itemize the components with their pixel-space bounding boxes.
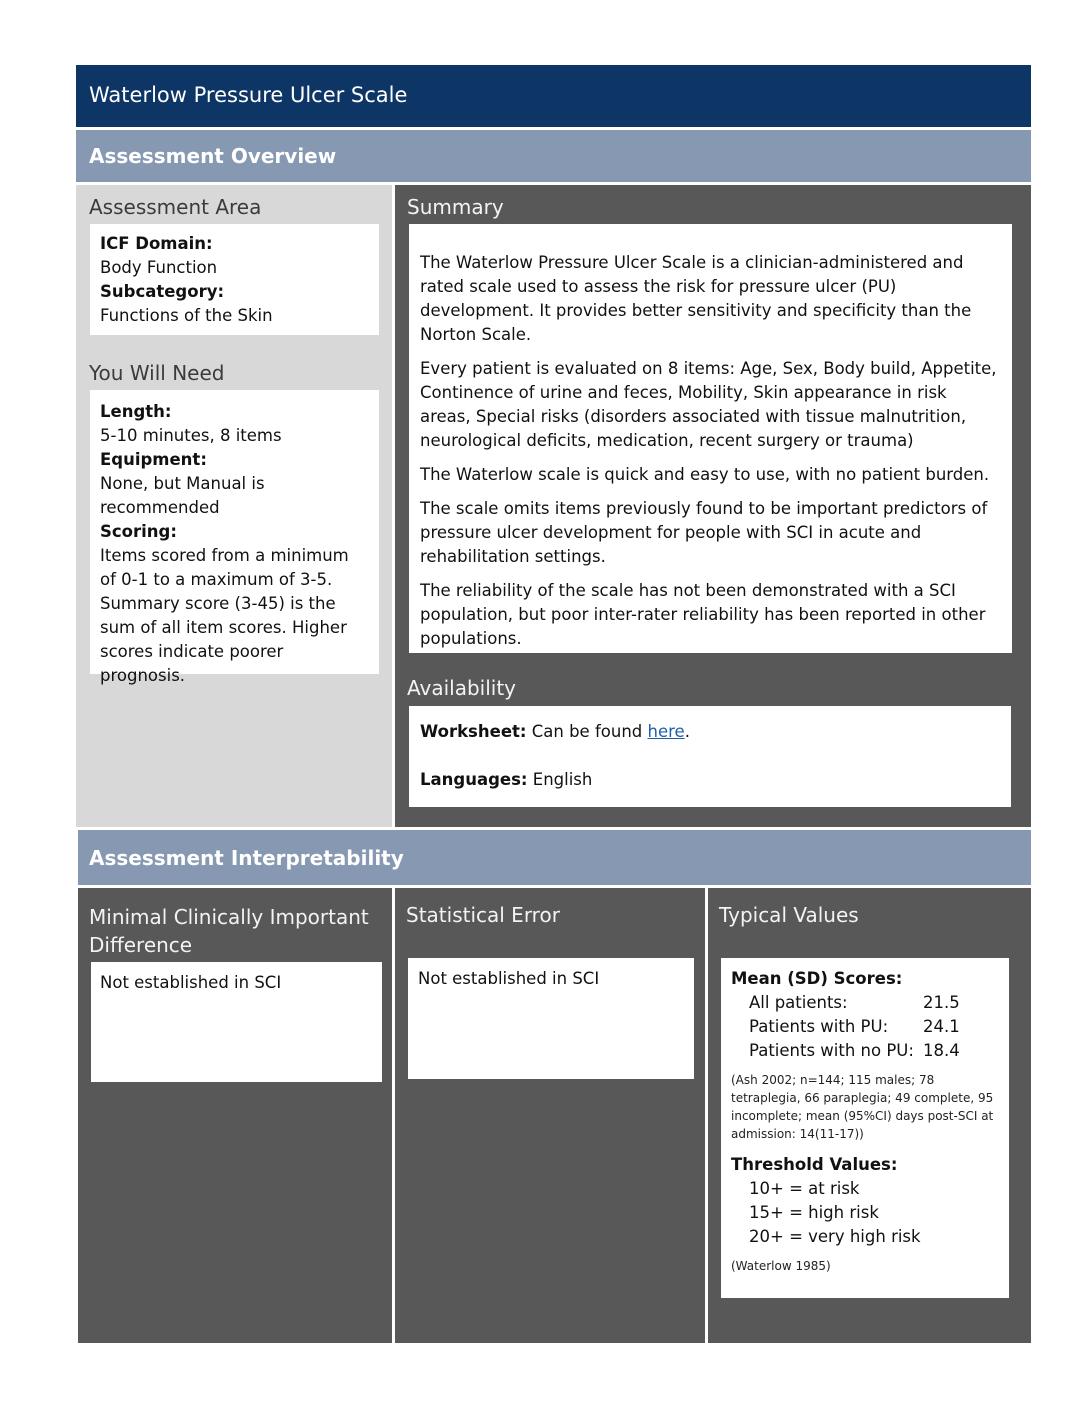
- scoring-label: Scoring:: [100, 522, 177, 541]
- mcid-card: [91, 962, 382, 1082]
- icf-label: ICF Domain:: [100, 234, 213, 253]
- assessment-area-heading: Assessment Area: [89, 195, 262, 219]
- score-row-label: Patients with no PU:: [749, 1041, 914, 1060]
- you-will-need-card: [90, 390, 379, 685]
- languages-value: English: [532, 770, 593, 789]
- threshold-item: 10+ = at risk: [749, 1179, 860, 1198]
- languages-label: Languages:: [420, 770, 528, 789]
- assessment-area-card: [90, 224, 379, 335]
- mcid-panel: [78, 888, 392, 1343]
- summary-paragraph: The reliability of the scale has not been demonstrated with a SCI population, but poor inter-rater reliability has been reported in other populations.: [420, 581, 986, 648]
- overview-heading: Assessment Overview: [89, 144, 337, 168]
- score-row-label: Patients with PU:: [749, 1017, 889, 1036]
- statistical-error-panel: [395, 888, 705, 1343]
- worksheet-text: Can be found: [531, 722, 643, 741]
- length-value: 5-10 minutes, 8 items: [100, 426, 282, 445]
- summary-paragraph: Every patient is evaluated on 8 items: Age, Sex, Body build, Appetite, Continence of urine and feces, Mobility, Skin appearance in risk areas, Special risks (disorders associated with tissue malnutrition, neurological deficits, medication, recent surgery or trauma): [420, 359, 997, 450]
- mcid-heading: Minimal Clinically Important Difference: [89, 905, 369, 957]
- summary-heading: Summary: [407, 195, 504, 219]
- worksheet-link[interactable]: here: [647, 722, 685, 741]
- equipment-value: None, but Manual is recommended: [100, 474, 265, 517]
- subcategory-label: Subcategory:: [100, 282, 225, 301]
- summary-panel: [395, 185, 1031, 827]
- languages-line: [420, 768, 1000, 792]
- interpretability-header: [78, 830, 1031, 885]
- availability-card: [409, 706, 1011, 807]
- score-row-label: All patients:: [749, 993, 848, 1012]
- worksheet-label: Worksheet:: [420, 722, 527, 741]
- typical-values-card: [721, 958, 1009, 1298]
- threshold-item: 20+ = very high risk: [749, 1227, 921, 1246]
- summary-paragraph: The Waterlow Pressure Ulcer Scale is a clinician-administered and rated scale used to assess the risk for pressure ulcer (PU) development. It provides better sensitivity and specificity than the Norton Scale.: [420, 253, 972, 344]
- mean-scores-reference: (Ash 2002; n=144; 115 males; 78 tetraplegia, 66 paraplegia; 49 complete, 95 incomplete; mean (95%CI) days post-SCI at admission: 14(11-17)): [731, 1073, 994, 1141]
- score-row: [731, 1039, 999, 1063]
- assessment-area-panel: [76, 185, 392, 827]
- threshold-reference: (Waterlow 1985): [731, 1259, 831, 1273]
- typical-values-panel: [708, 888, 1031, 1343]
- threshold-item: 15+ = high risk: [749, 1203, 879, 1222]
- score-row-value: 18.4: [923, 1041, 960, 1060]
- mcid-text: Not established in SCI: [100, 973, 282, 992]
- worksheet-line: [420, 720, 1000, 744]
- mean-scores-label: Mean (SD) Scores:: [731, 969, 903, 988]
- worksheet-end: .: [684, 722, 690, 741]
- threshold-values-label: Threshold Values:: [731, 1155, 898, 1174]
- statistical-error-text: Not established in SCI: [418, 969, 600, 988]
- statistical-error-card: [408, 958, 694, 1079]
- scoring-value: Items scored from a minimum of 0-1 to a maximum of 3-5. Summary score (3-45) is the sum of all item scores. Higher scores indicate poorer prognosis.: [100, 546, 349, 685]
- title-bar: [76, 65, 1031, 127]
- overview-header: [76, 130, 1031, 182]
- summary-paragraph: The Waterlow scale is quick and easy to use, with no patient burden.: [420, 465, 990, 484]
- icf-value: Body Function: [100, 258, 218, 277]
- typical-values-heading: Typical Values: [719, 903, 859, 927]
- summary-paragraph: The scale omits items previously found to be important predictors of pressure ulcer development for people with SCI in acute and rehabilitation settings.: [420, 499, 988, 566]
- subcategory-value: Functions of the Skin: [100, 306, 273, 325]
- summary-card: [409, 224, 1012, 653]
- score-row-value: 24.1: [923, 1017, 960, 1036]
- statistical-error-heading: Statistical Error: [406, 903, 560, 927]
- availability-heading: Availability: [407, 676, 517, 700]
- equipment-label: Equipment:: [100, 450, 207, 469]
- page-title: Waterlow Pressure Ulcer Scale: [89, 83, 408, 107]
- score-row: [731, 1015, 999, 1039]
- you-will-need-heading: You Will Need: [89, 361, 225, 385]
- score-row: [731, 991, 999, 1015]
- interpretability-heading: Assessment Interpretability: [89, 846, 404, 870]
- length-label: Length:: [100, 402, 172, 421]
- score-row-value: 21.5: [923, 993, 960, 1012]
